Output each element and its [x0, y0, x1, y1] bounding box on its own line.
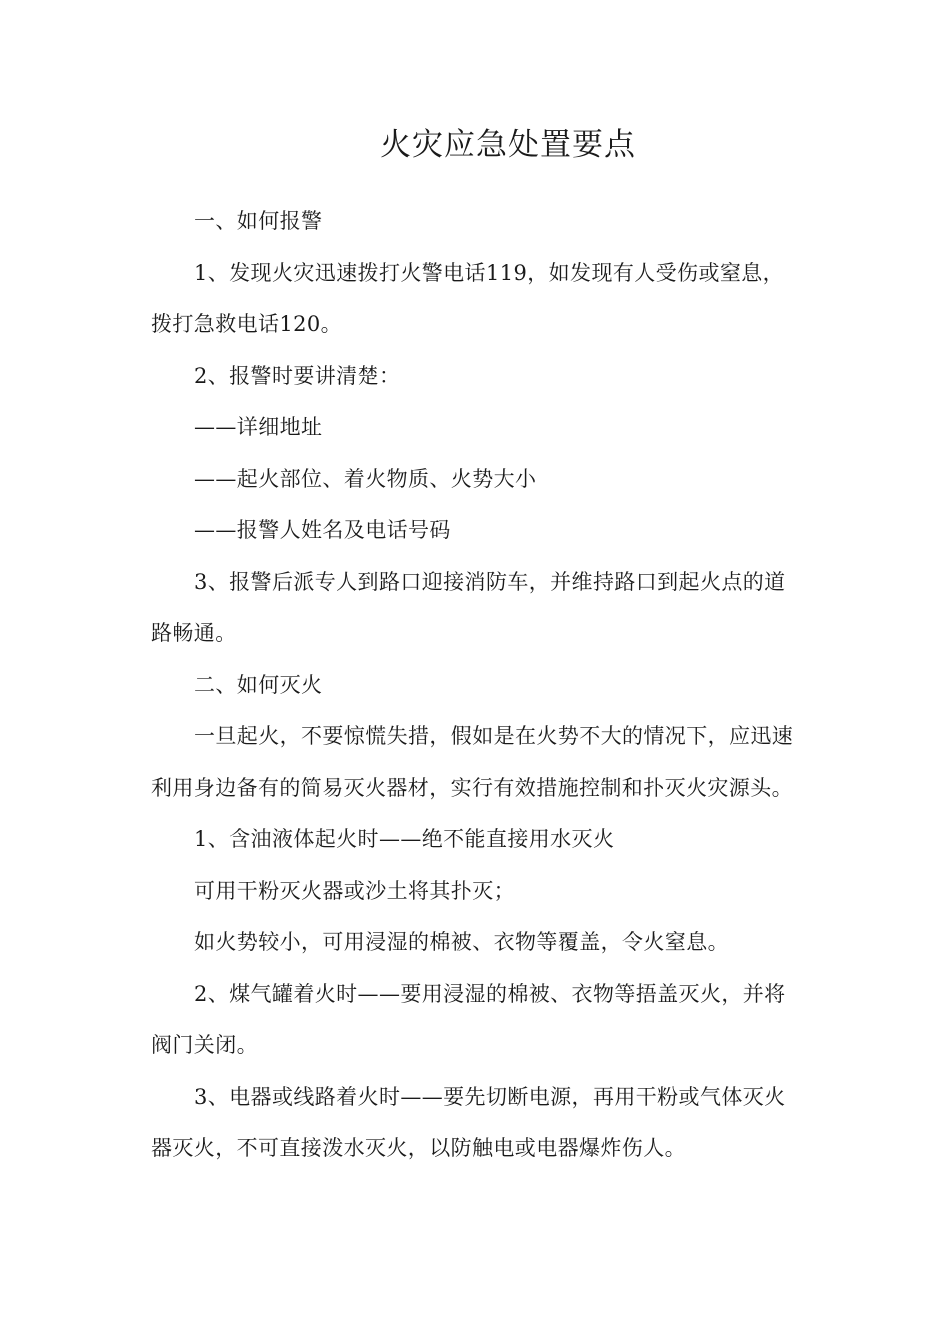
section-heading-alarm: 一、如何报警: [194, 209, 323, 233]
list-item-reporter: ——报警人姓名及电话号码: [194, 518, 451, 542]
paragraph-dry-powder: 可用干粉灭火器或沙土将其扑灭；: [194, 878, 515, 903]
paragraph-dont-panic: 一旦起火，不要惊慌失措，假如是在火势不大的情况下，应迅速利用身边备有的简易灭火器材，实行有效措施控制和扑灭火灾源头。: [151, 724, 794, 800]
list-item-address: ——详细地址: [194, 415, 323, 439]
paragraph-electrical-fire: 3、电器或线路着火时——要先切断电源，再用干粉或气体灭火器灭火，不可直接泼水灭火，以防触电或电器爆炸伤人。: [151, 1084, 786, 1160]
paragraph-oil-fire: 1、含油液体起火时——绝不能直接用水灭火: [194, 827, 615, 851]
paragraph-meet-fire-truck: 3、报警后派专人到路口迎接消防车，并维持路口到起火点的道路畅通。: [151, 569, 786, 645]
paragraph-report-clearly: 2、报警时要讲清楚：: [194, 363, 401, 388]
document-body: [151, 196, 801, 1175]
paragraph-call-119: 1、发现火灾迅速拨打火警电话119，如发现有人受伤或窒息，拨打急救电话120。: [151, 260, 785, 336]
list-item-fire-location: ——起火部位、着火物质、火势大小: [194, 466, 537, 491]
section-heading-extinguish: 二、如何灭火: [194, 672, 323, 697]
document-title: 火灾应急处置要点: [380, 127, 636, 163]
paragraph-gas-tank-fire: 2、煤气罐着火时——要用浸湿的棉被、衣物等捂盖灭火，并将阀门关闭。: [151, 981, 786, 1057]
paragraph-cover-fire: 如火势较小，可用浸湿的棉被、衣物等覆盖，令火窒息。: [194, 930, 729, 954]
